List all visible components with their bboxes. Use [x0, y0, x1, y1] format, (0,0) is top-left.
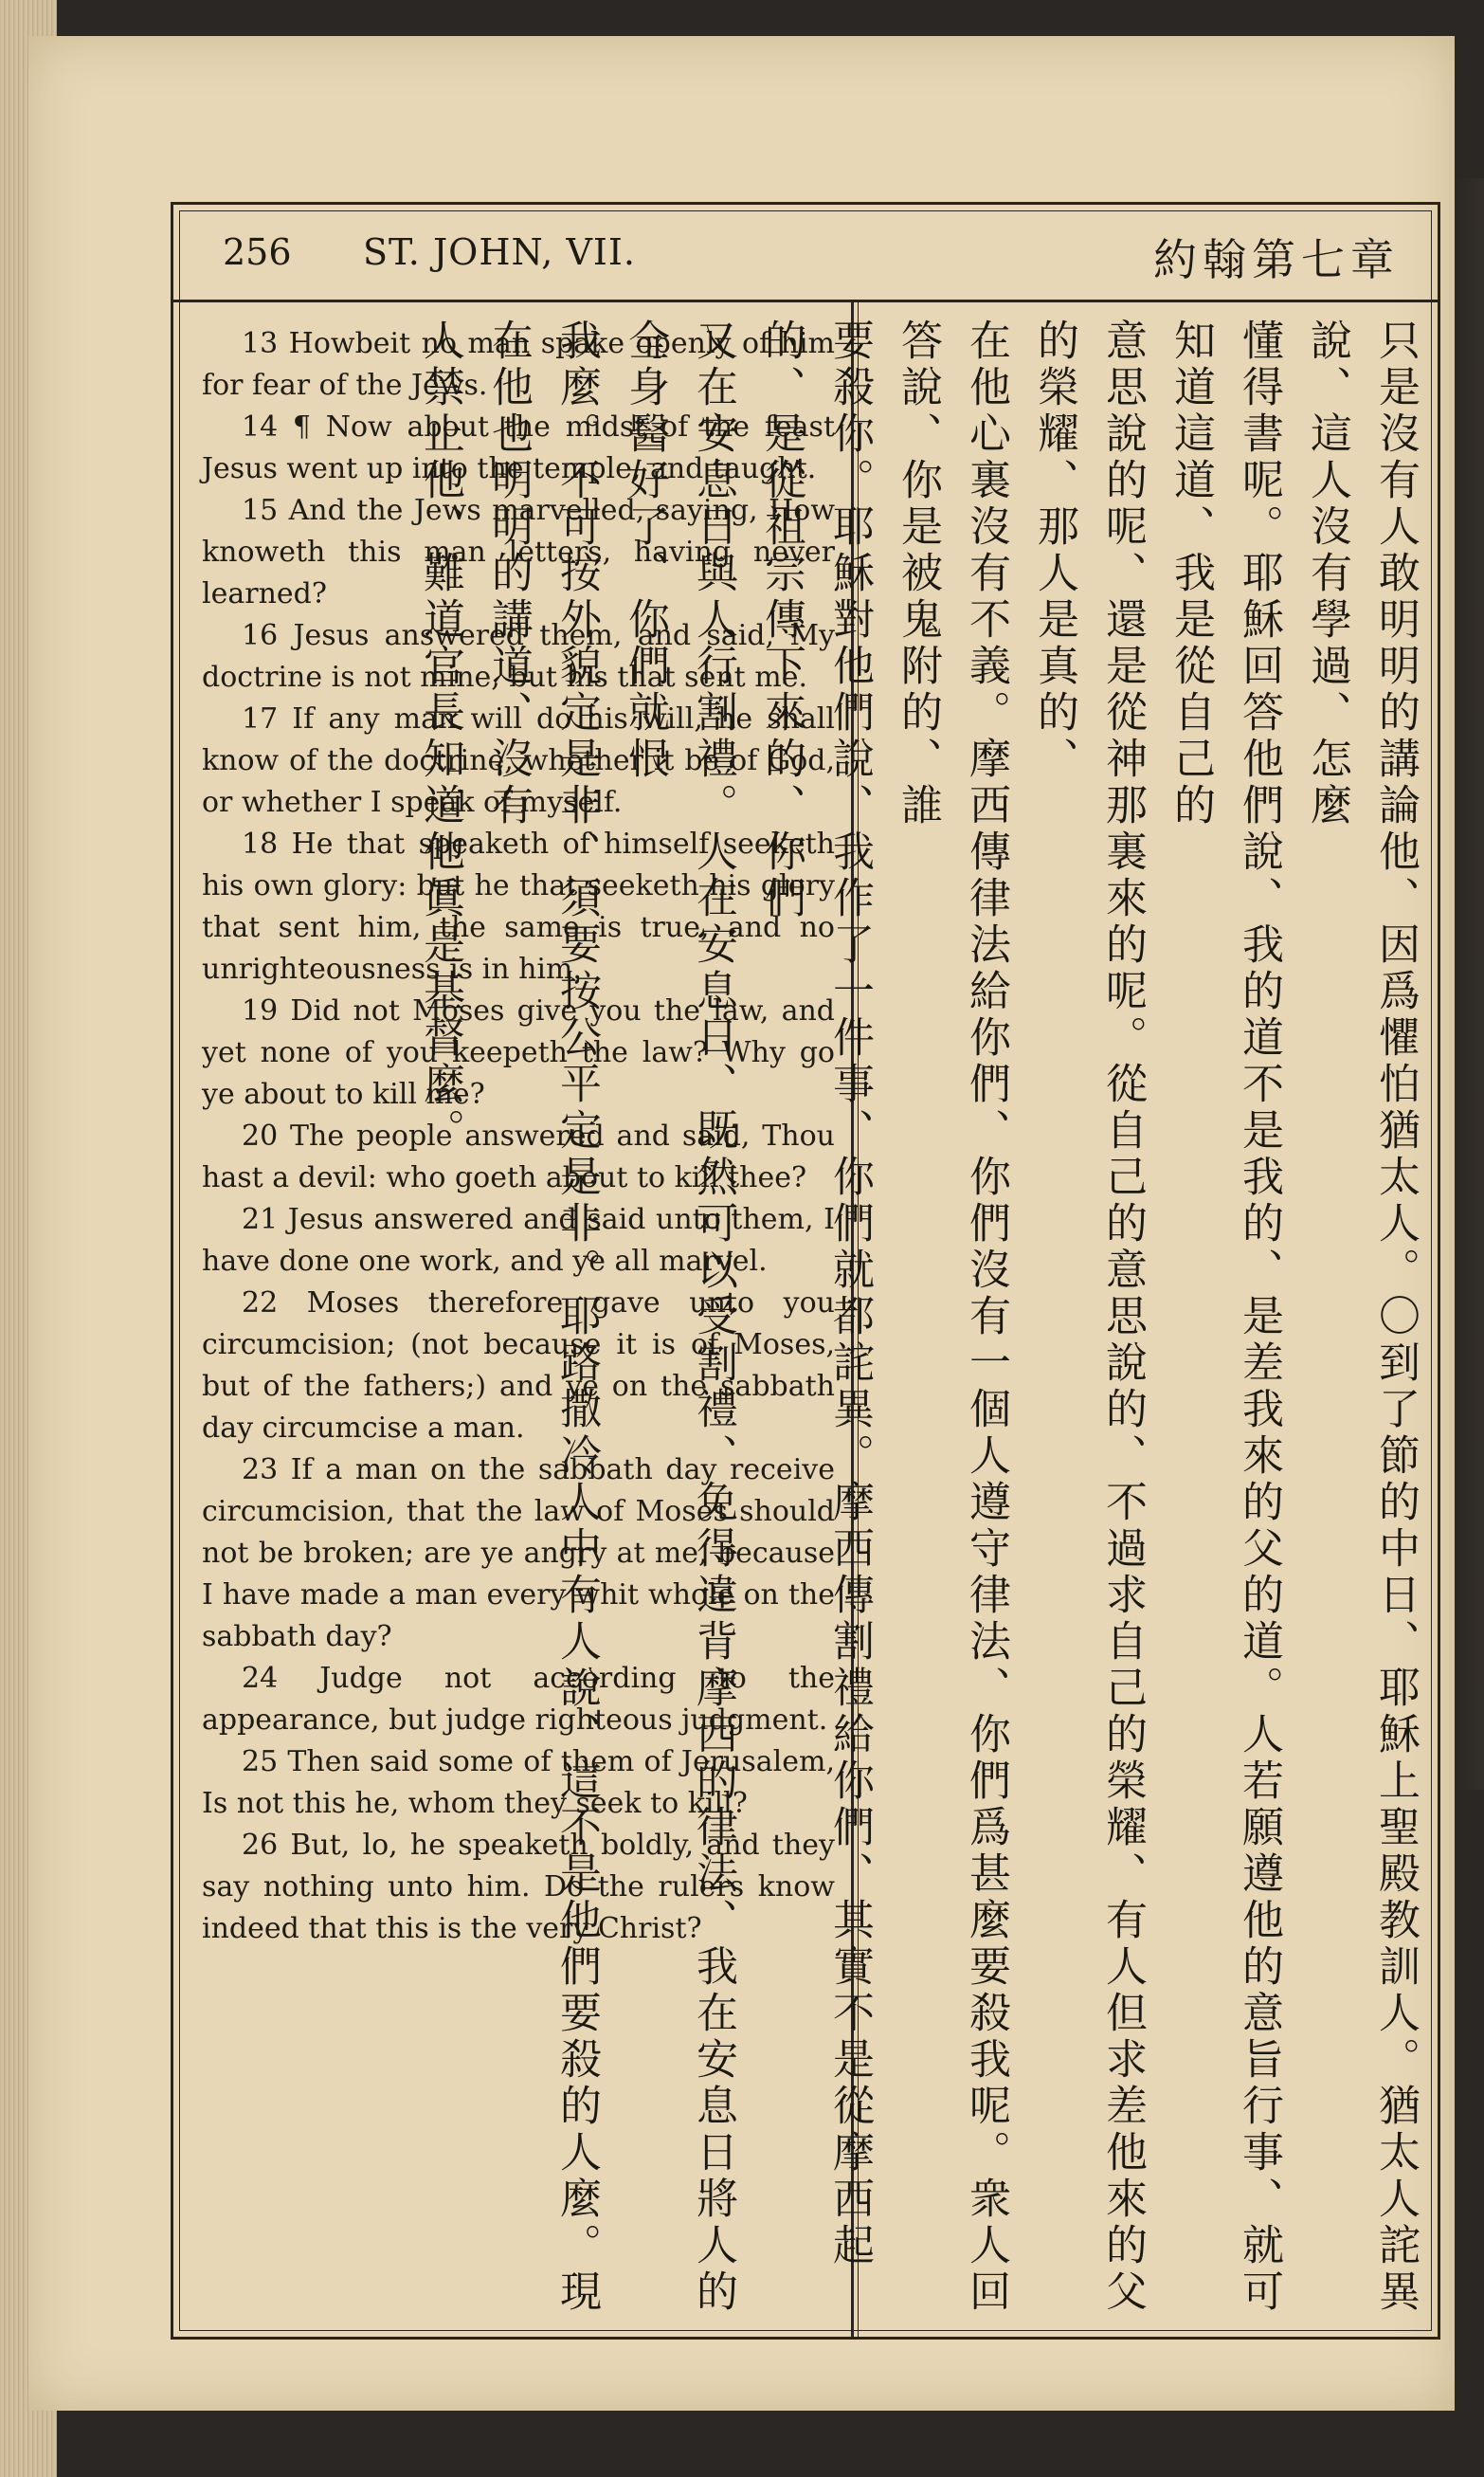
chinese-line-5: 要殺你。耶穌對他們說、我作了一件事、你們就都詫異。摩西傳割禮給你們、其實不是從摩西起的、是從祖宗傳下來的、你們: [757, 319, 874, 2269]
verse-23: 23 If a man on the sabbath day receive circumcision, that the law of Moses should not be broken; are ye angry at me, because I have made a man every whit whole on the sabbath day?: [202, 1453, 835, 1653]
chinese-line-1: 只是沒有人敢明明的講論他、因爲懼怕猶太人。〇到了節的中日、耶穌上聖殿教訓人。猶太人詫異說、這人沒有學過、怎麼: [1303, 319, 1420, 2316]
chinese-line-2: 懂得書呢。耶穌回答他們說、我的道不是我的、是差我來的父的道。人若願遵他的意旨行事、就可知道這道、我是從自己的: [1167, 319, 1283, 2316]
bible-page: [28, 36, 1455, 2411]
verse-13: 13 Howbeit no man spake openly of him for fear of the Jews.: [202, 327, 835, 402]
verse-16: 16 Jesus answered them, and said, My doctrine is not mine, but his that sent me.: [202, 619, 835, 694]
verse-21: 21 Jesus answered and said unto them, I have done one work, and ye all marvel.: [202, 1203, 835, 1278]
page-header: [173, 205, 1438, 302]
verse-25: 25 Then said some of them of Jerusalem, Is not this he, whom they seek to kill?: [202, 1745, 835, 1820]
verse-17: 17 If any man will do his will, he shall know of the doctrine, whether it be of God, or whether I speak of myself.: [202, 702, 835, 819]
verse-22: 22 Moses therefore gave unto you circumcision; (not because it is of Moses, but of the fathers;) and ye on the sabbath day circumcise a man.: [202, 1286, 835, 1445]
verse-14: 14 ¶ Now about the midst of the feast Jesus went up into the temple, and taught.: [202, 410, 835, 485]
verse-18: 18 He that speaketh of himself seeketh his own glory: but he that seeketh his glory that sent him, the same is true, and no unrighteousness is in him.: [202, 828, 835, 986]
chinese-line-3: 意思說的呢、還是從神那裏來的呢。從自己的意思說的、不過求自己的榮耀、有人但求差他來的父的榮耀、那人是真的、: [1030, 319, 1147, 2316]
chinese-line-8: 人禁止他、難道官長知道他眞是基督麼。: [416, 319, 464, 1155]
text-frame: [171, 202, 1440, 2340]
verse-26: 26 But, lo, he speaketh boldly, and they say nothing unto him. Do the rulers know indeed that this is the very Christ?: [202, 1829, 835, 1945]
book-title: ST. JOHN, VII.: [363, 231, 636, 273]
verse-24: 24 Judge not according to the appearance, but judge righteous judgment.: [202, 1662, 835, 1737]
chinese-title: 約翰第七章: [1153, 234, 1400, 285]
verse-15: 15 And the Jews marvelled, saying, How knoweth this man letters, having never learned?: [202, 494, 835, 610]
page-number: 256: [223, 231, 292, 273]
chinese-line-6: 又在安息日與人行割禮。人在安息日、既然可以受割禮、免得違背摩西的律法、我在安息日將人的全身醫好了、你們就恨: [621, 319, 737, 2316]
verse-19: 19 Did not Moses give you the law, and yet none of you keepeth the law? Why go ye about to kill me?: [202, 994, 835, 1111]
bleed-through-shadow: [1450, 178, 1484, 1790]
verse-20: 20 The people answered and said, Thou hast a devil: who goeth about to kill thee?: [202, 1120, 835, 1194]
chinese-line-7: 我麼。不可按外貌定是非、須要按公平定是非。耶路撒冷人中有人說、這不是他們要殺的人麼。現在他也明明的講道、沒有: [484, 319, 601, 2316]
chinese-line-4: 在他心裏沒有不義。摩西傳律法給你們、你們沒有一個人遵守律法、你們爲甚麼要殺我呢。衆人回答說、你是被鬼附的、誰: [894, 319, 1010, 2316]
